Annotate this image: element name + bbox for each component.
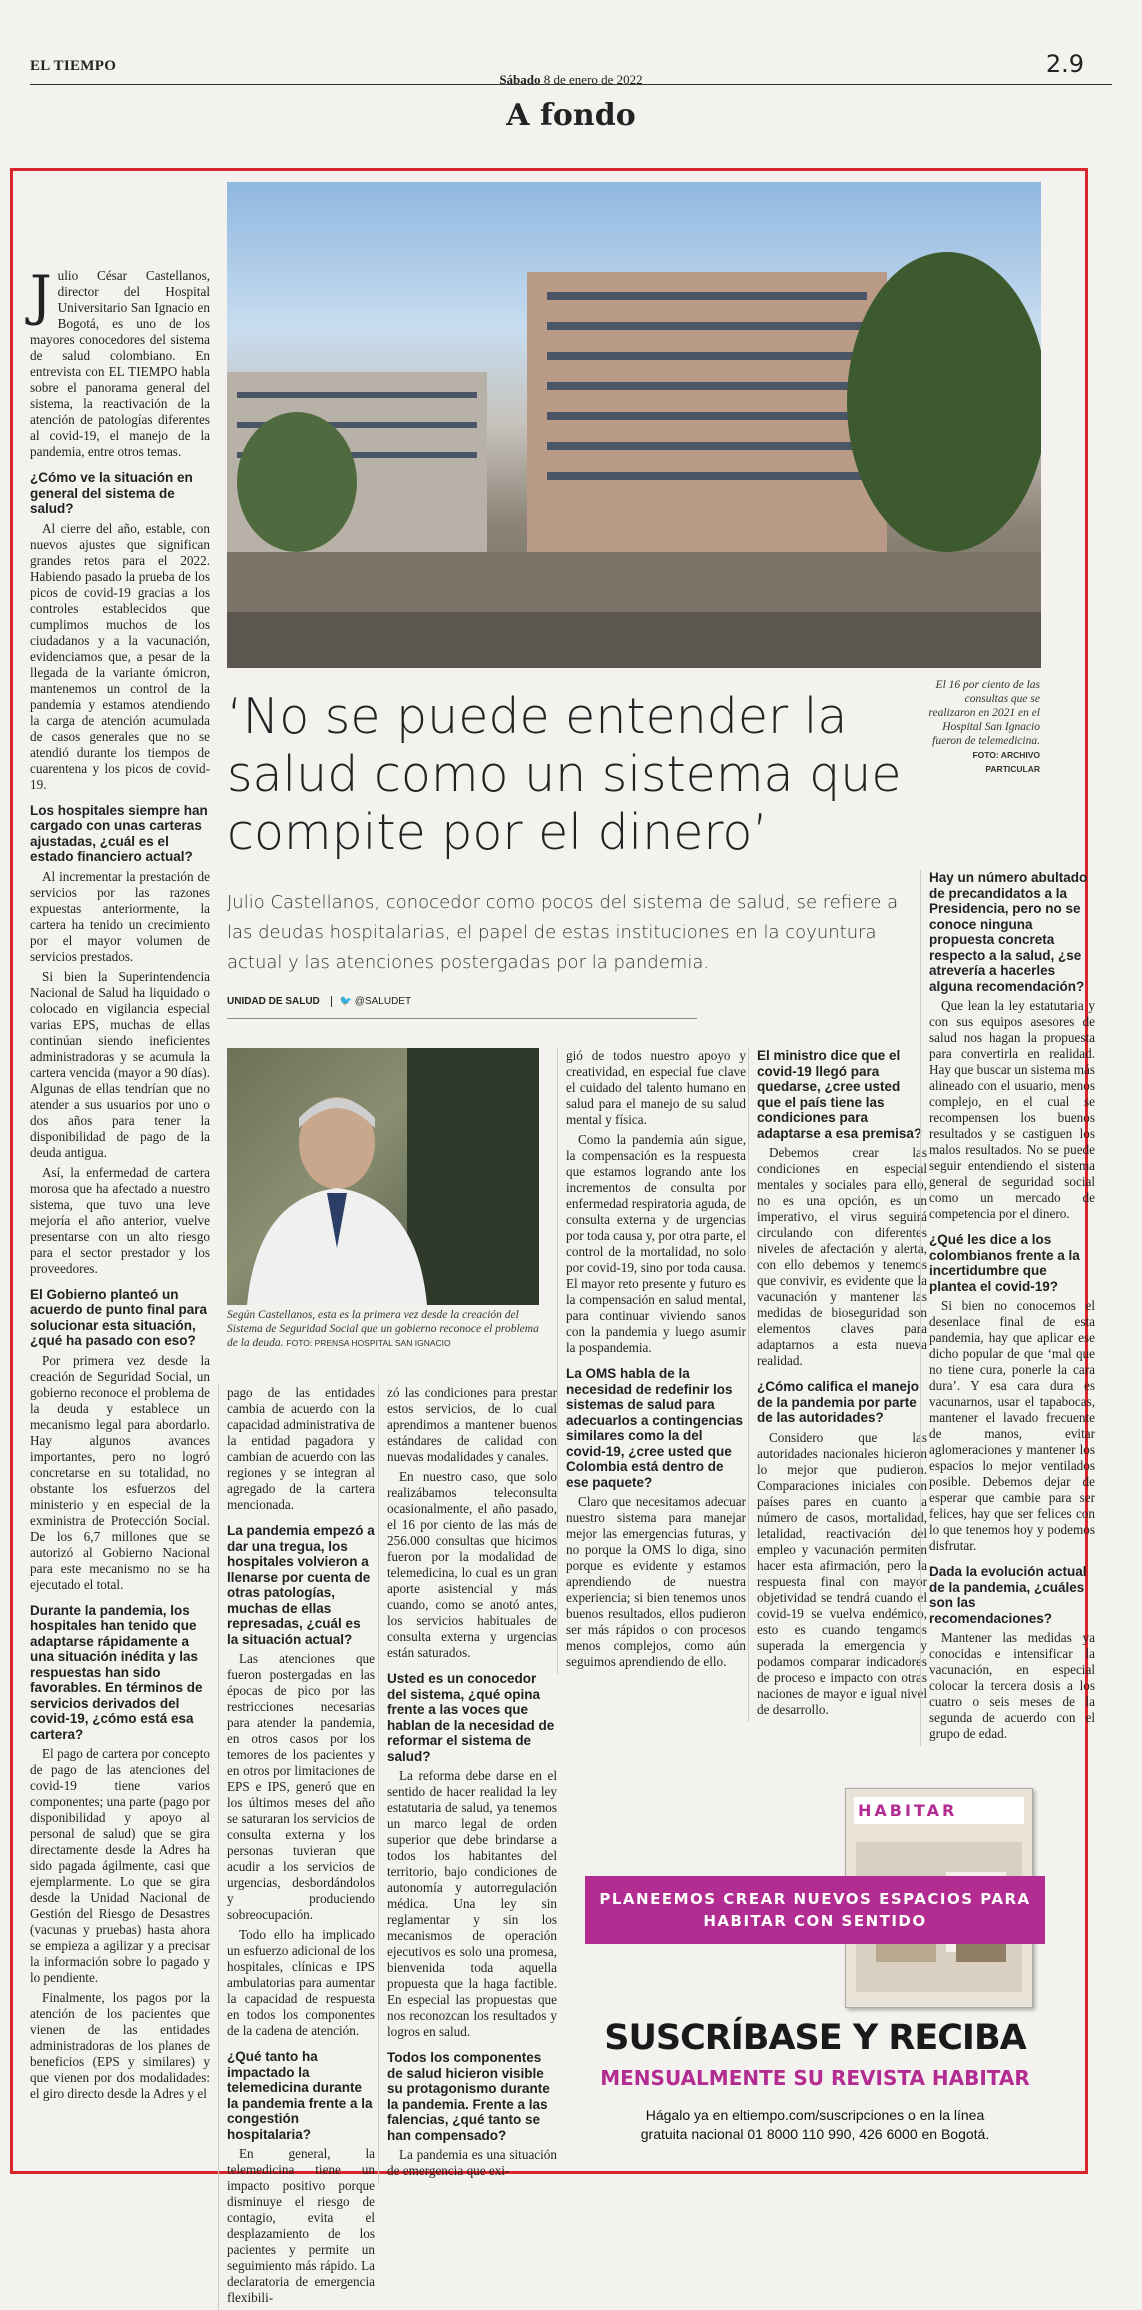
photo-caption xyxy=(920,678,1040,776)
telemed-paragraph-2: En nuestro caso, que solo realizábamos teleconsulta ocasionalmente, el año pasado, el 16 por ciento de las más de 256.000 consultas que hicimos fueron por la modalidad de telemedicina, lo cual es un gran aporte asistencial y más cuando, como se anotó antes, los servicios habituales de consulta externa y urgencias están saturados. xyxy=(387,1469,557,1660)
question-10: El ministro dice que el covid-19 llegó para quedarse, ¿cree usted que el país tiene las condiciones para adaptarse a esa premisa? xyxy=(757,1048,923,1141)
portrait-photo xyxy=(227,1048,539,1305)
edition-date xyxy=(0,72,1142,88)
answer-2b: Si bien la Superintendencia Nacional de Salud ha liquidado o colocado en vigilancia especial varias EPS, muchas de ellas continúan siendo ineficientes administradoras y se acumula la cartera vencida (mayor a 90 días). Algunas de ellas tendrían que no atender a sus usuarios por uno o dos años para tener la disponibilidad de pago de la deuda antigua. xyxy=(30,968,210,1160)
ad-banner: PLANEEMOS CREAR NUEVOS ESPACIOS PARA HABITAR CON SENTIDO xyxy=(585,1876,1045,1944)
answer-5b: Todo ello ha implicado un esfuerzo adicional de los hospitales, clínicas e IPS ambulatorias para aumentar la capacidad de respuesta en todos los componentes de la cadena de atención. xyxy=(227,1927,375,2038)
question-13: ¿Qué les dice a los colombianos frente a la incertidumbre que plantea el covid-19? xyxy=(929,1232,1080,1294)
column-5 xyxy=(920,870,1095,1746)
answer-13: Si bien no conocemos el desenlace final de esta pandemia, hay que aplicar ese dicho popular de que ‘mal que no tiene cura, ponerle la cara dura’. Y esa cara dura es vacunarnos, usar el tapabocas, mantener el lavado frecuente de manos, evitar aglomeraciones y mantener los espacios lo mejor ventilados posible. Debemos dejar de esperar que cambie para ser felices, hay que ser felices con lo que tenemos hoy y podemos disfrutar. xyxy=(929,1298,1095,1553)
ad-subtitle: MENSUALMENTE SU REVISTA HABITAR xyxy=(600,2066,1030,2090)
byline-handle: @SALUDET xyxy=(354,996,412,1007)
column-3-lower xyxy=(378,1385,557,2183)
page-number: 2.9 xyxy=(1045,50,1084,78)
question-2: Los hospitales siempre han cargado con unas carteras ajustadas, ¿cuál es el estado financiero actual? xyxy=(30,802,208,864)
question-4: Durante la pandemia, los hospitales han tenido que adaptarse rápidamente a una situación inédita y las respuestas han sido favorables. En términos de servicios derivados del covid-19, ¿cómo está esa cartera? xyxy=(30,1602,203,1742)
answer-6: En general, la telemedicina tiene un impacto positivo porque disminuye el riesgo de contagio, evita el desplazamiento de los pacientes y permite un seguimiento más rápido. La declaratoria de emergencia flexibili- xyxy=(227,2146,375,2305)
column-3-upper xyxy=(557,1048,746,1674)
question-12: Hay un número abultado de precandidatos a la Presidencia, pero no se conoce ninguna propuesta concreta respecto a la salud, ¿se atrevería a hacerles alguna recomendación? xyxy=(929,870,1088,994)
answer-5a: Las atenciones que fueron postergadas en las épocas de pico por las restricciones necesarias para atender la pandemia, en otros casos por los temores de los pacientes y en otros por limitaciones de EPS e IPS, generó que en los últimos meses del año se saturaran los servicios de consulta externa y los personas tuvieran que acudir a los servicios de urgencias, desbordándolos y produciendo sobreocupación. xyxy=(227,1651,375,1922)
hospital-photo xyxy=(227,182,1041,668)
mental-health-paragraph: gió de todos nuestro apoyo y creatividad, en especial fue clave el cuidado del talento humano en salud para el manejo de su salud mental y física. xyxy=(566,1048,746,1127)
answer-12: Que lean la ley estatutaria y con sus equipos asesores de salud nos hagan la propuesta para convertirla en realidad. Hay que buscar un sistema más alineado con el usuario, menos complejo, en el cual se recompensen los buenos resultados y se castiguen los malos resultados. No se puede seguir entendiendo el sistema general de seguridad social como un mercado de competencia por el dinero. xyxy=(929,998,1095,1221)
question-9: Todos los componentes de salud hicieron visible su protagonismo durante la pandemia. Frente a las falencias, ¿qué tanto se han compensado? xyxy=(387,2050,550,2143)
telemed-paragraph-1: zó las condiciones para prestar estos servicios, de lo cual aprendimos a mantener buenos estándares de calidad con nuevas modalidades y canales. xyxy=(387,1385,557,1464)
masthead-logo: EL TIEMPO xyxy=(30,58,117,74)
answer-2c: Así, la enfermedad de cartera morosa que ha afectado a nuestro sistema, que tuvo una leve mejoría el año anterior, vuelve presentarse con un alto riesgo para el sector prestador y los proveedores. xyxy=(30,1164,210,1276)
answer-1: Al cierre del año, estable, con nuevos ajustes que significan grandes retos para el 2022. Habiendo pasado la prueba de los picos de covid-19 gracias a los controles establecidos que cumplimos muchos de los ciudadanos y a la vacunación, evidenciamos que, a pesar de la llegada de la variante ómicron, mantenemos un control de la pandemia y estamos atendiendo la carga de atención acumulada de casos generales que no se atendió durante los tiempos de cuarentena y los picos de covid-19. xyxy=(30,520,210,792)
byline-unit: UNIDAD DE SALUD xyxy=(227,996,320,1007)
magazine-title: HABITAR xyxy=(854,1797,1024,1824)
subscription-ad[interactable] xyxy=(565,1748,1065,2160)
answer-4c: pago de las entidades cambia de acuerdo con la capacidad administrativa de la entidad pagadora y cambian de acuerdo con las regiones y se integran al agregado de la cartera mencionada. xyxy=(227,1385,375,1512)
byline xyxy=(227,996,697,1019)
portrait-caption-text: Según Castellanos, esta es la primera vez desde la creación del Sistema de Seguridad Social que un gobierno reconoce el problema de la deuda. xyxy=(227,1309,539,1349)
question-11: ¿Cómo califica el manejo de la pandemia por parte de las autoridades? xyxy=(757,1379,920,1425)
section-title: A fondo xyxy=(506,98,636,133)
portrait-caption xyxy=(227,1308,539,1350)
question-3: El Gobierno planteó un acuerdo de punto final para solucionar esta situación, ¿qué ha pasado con eso? xyxy=(30,1286,208,1348)
question-1: ¿Cómo ve la situación en general del sistema de salud? xyxy=(30,470,193,516)
intro-paragraph xyxy=(30,264,210,460)
ad-footer-line-2: gratuita nacional 01 8000 110 990, 426 6000 en Bogotá. xyxy=(640,2126,990,2142)
portrait-illustration xyxy=(227,1048,539,1305)
question-8: Usted es un conocedor del sistema, ¿qué opina frente a las voces que hablan de la necesidad de reformar el sistema de salud? xyxy=(387,1671,555,1764)
twitter-icon: 🐦 xyxy=(331,996,352,1007)
column-4 xyxy=(748,1048,927,1722)
date-day: Sábado xyxy=(499,72,541,87)
answer-8: La reforma debe darse en el sentido de hacer realidad la ley estatutaria de salud, ya tenemos un marco legal de orden superior que debe brindarse a todos los habitantes del territorio, bajo condiciones de autonomía y autorregulación médica. Una ley sin reglamentar y sin los mecanismos de operación ejecutivos es solo una promesa, bienvenida toda aquella propuesta que la haga factible. En especial las propuestas que nos reconozcan los resultados y logros en salud. xyxy=(387,1768,557,2039)
answer-7: Claro que necesitamos adecuar nuestro sistema para manejar mejor las emergencias futuras, y no porque la OMS lo diga, sino porque es evidente y estamos aprendiendo de nuestra experiencia; si bien tenemos unos buenos resultados, ellos pudieron ser más rápidos o con procesos menos complejos, como aún seguimos aprendiendo de ello. xyxy=(566,1494,746,1669)
article-lead: Julio Castellanos, conocedor como pocos del sistema de salud, se refiere a las deudas hospitalarias, el papel de estas instituciones en la coyuntura actual y las atenciones postergadas por la pandemia. xyxy=(227,892,899,973)
ad-footer-line-1[interactable]: Hágalo ya en eltiempo.com/suscripciones o en la línea xyxy=(645,2107,985,2123)
answer-4a: El pago de cartera por concepto de pago de las atenciones del covid-19 tiene varios componentes; una parte (pago por disponibilidad y apoyo al personal de salud) que se gira directamente desde la Adres ha sido pagada ágilmente, casi que ejemplarmente. Lo que se gira desde la Unidad Nacional de Gestión del Riesgo de Desastres (vacunas y pruebas) hasta ahora se empieza a agilizar y a precisar la información sobre lo pagado y lo pendiente. xyxy=(30,1746,210,1985)
question-14: Dada la evolución actual de la pandemia, ¿cuáles son las recomendaciones? xyxy=(929,1564,1087,1626)
question-5: La pandemia empezó a dar una tregua, los hospitales volvieron a llenarse por cuenta de otras patologías, muchas de ellas represadas, ¿cuál es la situación actual? xyxy=(227,1523,375,1647)
answer-14: Mantener las medidas ya conocidas e intensificar la vacunación, en especial colocar la tercera dosis a los cuatro o seis meses de la segunda de acuerdo con el grupo de edad. xyxy=(929,1630,1095,1741)
hospital-illustration xyxy=(227,182,1041,668)
answer-2a: Al incrementar la prestación de servicios por las razones expuestas anteriormente, la cartera ha tenido un crecimiento por el mayor volumen de servicios prestados. xyxy=(30,868,210,964)
ad-title: SUSCRÍBASE Y RECIBA xyxy=(604,2018,1026,2058)
compensation-paragraph: Como la pandemia aún sigue, la compensación es la respuesta que estamos logrando ante los incrementos de consulta por enfermedad respiratoria aguda, de consulta externa y de urgencias por toda causa y, por otra parte, el control de la mortalidad, no solo por covid-19, sino por toda causa. El mayor reto presente y futuro es la compensación en salud mental, para continuar viviendo sanos con la pandemia y luego asumir la pospandemia. xyxy=(566,1132,746,1355)
ad-footer xyxy=(585,2106,1045,2144)
column-2 xyxy=(218,1385,375,2310)
article-headline: ‘No se puede entender la salud como un sistema que compite por el dinero’ xyxy=(227,688,902,861)
date-rest: 8 de enero de 2022 xyxy=(543,72,643,87)
intro-text: ulio César Castellanos, director del Hospital Universitario San Ignacio en Bogotá, es uno de los mayores conocedores del sistema de salud colombiano. En entrevista con EL TIEMPO habla sobre el panorama general del sistema, la reactivación de la atención de patologías diferentes al covid-19, el manejo de la pandemia, entre otros temas. xyxy=(30,268,210,459)
answer-9: La pandemia es una situación de emergencia que exi- xyxy=(387,2147,557,2178)
answer-10: Debemos crear las condiciones en especial mentales y sociales para ello, no es una opción, es un imperativo, el virus seguirá circulando con diferentes niveles de afectación y alerta, con ello debemos y tenemos que convivir, es evidente que la vacunación y mantener las medidas de bioseguridad son elementos claves para adaptarnos a esta nueva realidad. xyxy=(757,1145,927,1368)
answer-3: Por primera vez desde la creación de Seguridad Social, un gobierno reconoce el problema de la deuda y establece un mecanismo legal para abordarlo. Hay algunos avances importantes, pero no logró concretarse en su totalidad, no obstante los esfuerzos del ministerio y en especial de la exministra de Protección Social. De los 6,7 millones que se autorizó al Gobierno Nacional para este mecanismo no se ha ejecutado el total. xyxy=(30,1352,210,1592)
photo-credit: FOTO: ARCHIVO PARTICULAR xyxy=(972,750,1040,774)
answer-4b: Finalmente, los pagos por la atención de los pacientes que vienen de las entidades administradoras de los planes de beneficios (EPS y similares) y que vienen por dos modalidades: el giro directo desde la Adres y el xyxy=(30,1990,210,2101)
drop-cap: J xyxy=(30,264,52,327)
photo-caption-text: El 16 por ciento de las consultas que se realizaron en 2021 en el Hospital San Ignacio fueron de telemedicina. xyxy=(928,679,1040,747)
answer-11: Considero que las autoridades nacionales hicieron lo mejor que pudieron. Comparaciones iniciales con países pares en cuanto a número de casos, mortalidad, letalidad, reactivación del empleo y vacunación permiten hacer esta afirmación, pero la respuesta final con mayor objetividad se tendrá cuando el covid-19 se vuelva endémico, esto es cuando tengamos superada la emergencia y podamos comparar indicadores de proceso e impacto con otras naciones de mayor e igual nivel de desarrollo. xyxy=(757,1429,927,1717)
question-6: ¿Qué tanto ha impactado la telemedicina durante la pandemia frente a la congestión hospitalaria? xyxy=(227,2049,373,2142)
question-7: La OMS habla de la necesidad de redefinir los sistemas de salud para adecuarlos a contingencias similares como la del covid-19, ¿cree usted que Colombia está dentro de ese paquete? xyxy=(566,1366,744,1490)
portrait-credit: FOTO: PRENSA HOSPITAL SAN IGNACIO xyxy=(286,1338,451,1348)
column-1 xyxy=(30,264,210,2106)
